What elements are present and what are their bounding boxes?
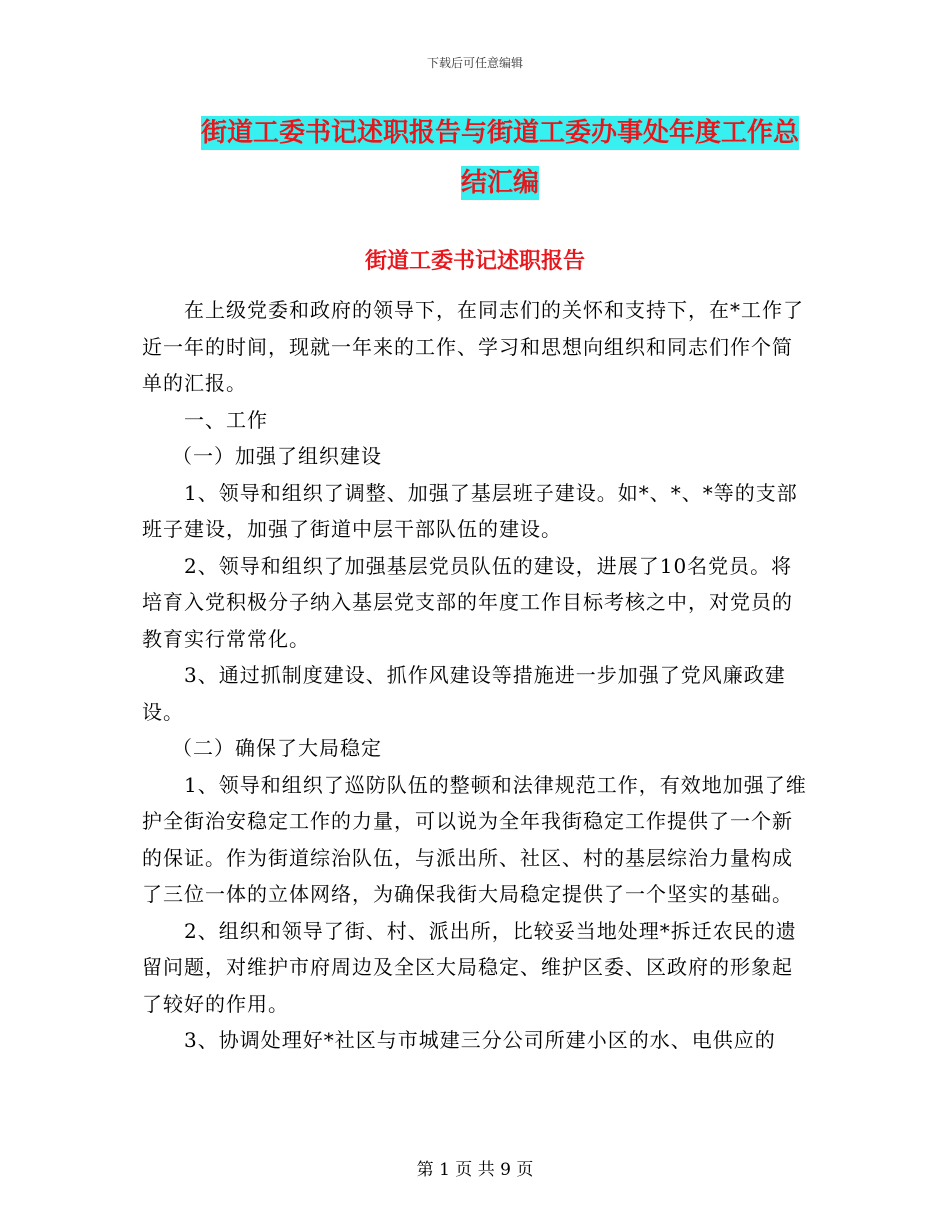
document-body bbox=[142, 292, 810, 1059]
paragraph: 1、领导和组织了巡防队伍的整顿和法律规范工作，有效地加强了维护全街治安稳定工作的力量，可以说为全年我街稳定工作提供了一个新的保证。作为街道综治队伍，与派出所、社区、村的基层综治力量构成了三位一体的立体网络，为确保我街大局稳定提供了一个坚实的基础。 bbox=[142, 772, 807, 906]
heading-level-1: 一、工作 bbox=[184, 407, 268, 432]
paragraph: 3、通过抓制度建设、抓作风建设等措施进一步加强了党风廉政建设。 bbox=[142, 663, 786, 724]
heading-level-2: （二）确保了大局稳定 bbox=[172, 736, 382, 760]
paragraph: 在上级党委和政府的领导下，在同志们的关怀和支持下，在*工作了近一年的时间，现就一年来的工作、学习和思想向组织和同志们作个简单的汇报。 bbox=[142, 298, 804, 395]
title-line-1: 街道工委书记述职报告与街道工委办事处年度工作总 bbox=[200, 118, 799, 148]
paragraph: 1、领导和组织了调整、加强了基层班子建设。如*、*、*等的支部班子建设，加强了街道中层干部队伍的建设。 bbox=[142, 480, 798, 541]
heading-level-2: （一）加强了组织建设 bbox=[172, 444, 382, 468]
header-note: 下载后可任意编辑 bbox=[426, 56, 523, 70]
section-title: 街道工委书记述职报告 bbox=[364, 249, 585, 274]
paragraph: 2、组织和领导了街、村、派出所，比较妥当地处理*拆迁农民的遗留问题，对维护市府周边及全区大局稳定、维护区委、区政府的形象起了较好的作用。 bbox=[142, 918, 797, 1016]
paragraph: 2、领导和组织了加强基层党员队伍的建设，进展了10名党员。将培育入党积极分子纳入基层党支部的年度工作目标考核之中，对党员的教育实行常常化。 bbox=[142, 553, 793, 651]
title-line-2: 结汇编 bbox=[460, 168, 539, 198]
paragraph: 3、协调处理好*社区与市城建三分公司所建小区的水、电供应的 bbox=[184, 1028, 776, 1052]
document-title bbox=[190, 108, 810, 208]
page-footer: 第 1 页 共 9 页 bbox=[416, 1160, 534, 1180]
